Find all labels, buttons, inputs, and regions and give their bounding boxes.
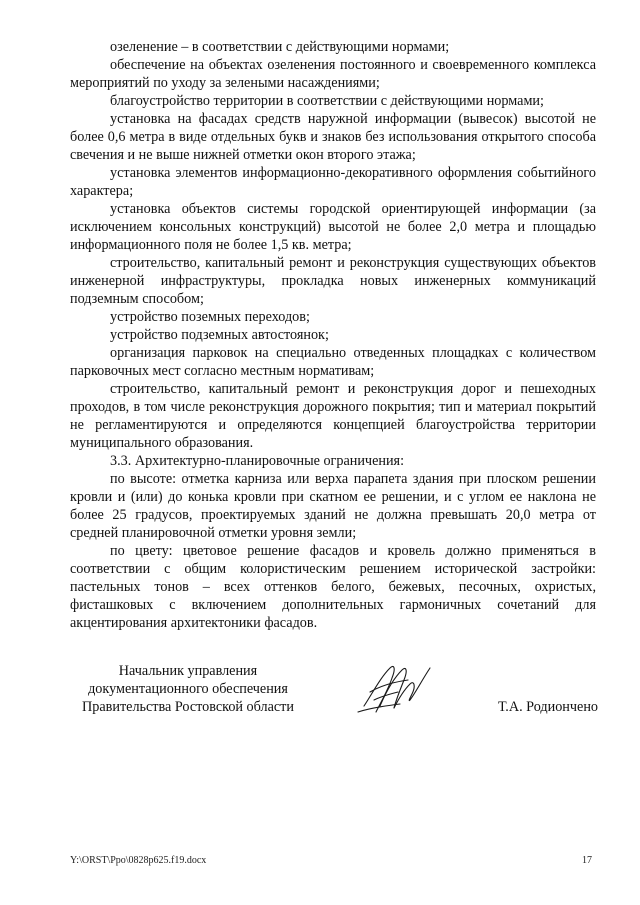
signatory-title-line: Правительства Ростовской области xyxy=(82,699,294,715)
signatory-title xyxy=(68,662,308,716)
signatory-title-line: Начальник управления xyxy=(118,663,258,679)
signature-block xyxy=(68,662,598,732)
signatory-name: Т.А. Родиончено xyxy=(498,699,598,715)
paragraph: по высоте: отметка карниза или верха парапета здания при плоском решении кровли и (или) до конька кровли при скатном ее решении, и с углом ее наклона не более 25 градусов, проектируемых зданий не должна превышать 20,0 метра от средней планировочной отметки уровня земли; xyxy=(70,471,596,541)
paragraph: строительство, капитальный ремонт и реконструкция дорог и пешеходных проходов, в том числе реконструкция дорожного покрытия; тип и материал покрытий не регламентируются и определяются концепцией благоустройства территории муниципального образования. xyxy=(70,381,596,451)
paragraph: благоустройство территории в соответствии с действующими нормами; xyxy=(110,93,544,109)
body-text xyxy=(70,38,596,632)
handwritten-signature xyxy=(350,656,440,718)
signatory-title-line: документационного обеспечения xyxy=(88,681,288,697)
paragraph: установка на фасадах средств наружной информации (вывесок) высотой не более 0,6 метра в виде отдельных букв и знаков без использования открытого способа свечения и не выше нижней отметки окон второго этажа; xyxy=(70,111,596,163)
page-number: 17 xyxy=(582,855,592,866)
paragraph: строительство, капитальный ремонт и реконструкция существующих объектов инженерной инфраструктуры, прокладка новых инженерных коммуникаций подземным способом; xyxy=(70,255,596,307)
footer-file-path: Y:\ORST\Ppo\0828p625.f19.docx xyxy=(70,855,207,866)
paragraph: устройство поземных переходов; xyxy=(110,309,310,325)
paragraph: устройство подземных автостоянок; xyxy=(110,327,329,343)
paragraph: установка объектов системы городской ориентирующей информации (за исключением консольных конструкций) высотой не более 2,0 метра и площадью информационного поля не более 1,5 кв. метра; xyxy=(70,201,596,253)
paragraph: установка элементов информационно-декоративного оформления событийного характера; xyxy=(70,165,596,199)
paragraph: озеленение – в соответствии с действующими нормами; xyxy=(110,39,450,55)
paragraph: обеспечение на объектах озеленения постоянного и своевременного комплекса мероприятий по уходу за зелеными насаждениями; xyxy=(70,57,596,91)
section-heading: 3.3. Архитектурно-планировочные ограничения: xyxy=(110,453,405,469)
paragraph: организация парковок на специально отведенных площадках с количеством парковочных мест согласно местным нормативам; xyxy=(70,345,596,379)
paragraph: по цвету: цветовое решение фасадов и кровель должно применяться в соответствии с общим колористическим решением исторической застройки: пастельных тонов – всех оттенков белого, бежевых, песочных, охристых, фисташковых с включением дополнительных гармоничных сочетаний для акцентирования архитектоники фасадов. xyxy=(70,543,596,631)
